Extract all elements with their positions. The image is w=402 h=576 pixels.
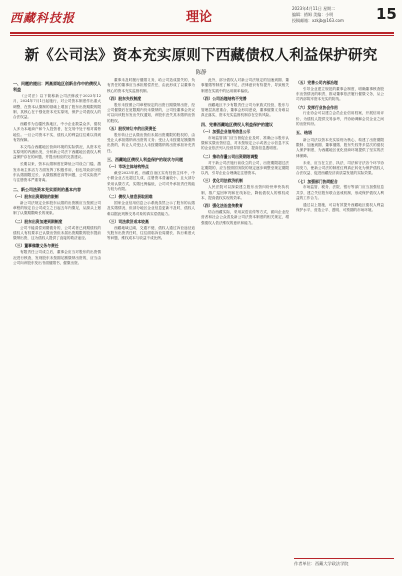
paragraph: 市场监管、税务、法院、银行等部门应当加强信息共享，建立失信股东联合惩戒机制，形成保护债权人利益的工作合力。 (296, 185, 384, 200)
section-heading: （四）股东失权制度 (107, 95, 142, 101)
section-heading: （四）公司治理结构不完善 (201, 95, 247, 101)
section-title: 理论 (186, 10, 213, 25)
paragraph: 新公司法以资本充实原则为核心，构建了出资期限限制、加速到期、董事催缴、股东失权等多层次的债权人保护制度，为西藏地区优化营商环境提供了坚实的法律保障。 (296, 137, 384, 158)
header-rule-thin (10, 35, 394, 36)
article-column-1 (13, 78, 101, 544)
section-heading: （五）完善公司内部治理 (296, 80, 338, 85)
page-header (0, 0, 402, 36)
section-heading: （三）司法救济成本较高 (107, 219, 149, 225)
issue-email: 投稿邮箱：xzkjb@163.com (292, 18, 344, 23)
paragraph: 《公司法》以下简称新公司法修改于2023年12月，2024年7月1日起施行，对公司资本制度作出重大调整，在资本认缴制的基础上增加了股东出资期限的限制，其核心在于强化资本充实原则，保护公司债权人的合法权益。 (13, 94, 101, 120)
paragraph: 股东转让已认缴出资但未届出资期限的股权的，由受让人承担缴纳该出资的义务；受让人未按期足额缴纳出资的，转让人对受让人未按期缴纳的出资承担补充责任。 (107, 132, 195, 153)
section-heading: （五）股权转让中的出资责任 (107, 125, 157, 131)
section-heading: 四、完善西藏地区债权人利益保护的建议 (201, 121, 273, 127)
paragraph: 西藏地域辽阔，交通不便，债权人通过诉讼途径追究股东出资责任时，往往面临诉讼周期长、执行难度大等问题，维权成本与收益不成比例。 (107, 225, 195, 241)
section-heading: （六）发挥行业协会作用 (296, 104, 338, 110)
paragraph: 西藏地区不少有限责任公司为家族式经营，股东与管理层高度重合，董事会形同虚设，董事催缴义务难以真正落实，资本充实监督机制存在空转风险。 (201, 102, 289, 118)
newspaper-logo: 西藏科技报 (10, 11, 76, 25)
section-heading: 三、西藏地区债权人利益保护的现状与问题 (107, 156, 183, 162)
paragraph: 本文结合西藏地区营商环境的实际情况，从资本充实原则的内涵出发，分析新公司法下西藏地区债权人利益保护存在的问题，并提出相应的完善建议。 (13, 144, 101, 160)
article-byline: 陈静 (195, 70, 207, 76)
article-column-3 (201, 78, 289, 544)
section-heading: （二）债权人信息获取困难 (107, 194, 153, 200)
paragraph: 未来，应当在立法、执法、司法和守法各个环节协同发力，使新公司法的制度红利真正转化为保护债权人合法权益、促进西藏经济高质量发展的实际效果。 (296, 160, 384, 176)
paragraph: 有限责任公司成立后，董事会应当对股东的出资情况进行核查，发现股东未按期足额缴纳出资的，应当由公司向该股东发出书面催缴书，催缴出资。 (13, 250, 101, 265)
section-heading: （四）强化法治宣传教育 (201, 203, 243, 209)
page-number: 15 (376, 5, 397, 23)
paragraph: 人民法院可以探索建立股东出资纠纷快审快执机制，推广巡回审判和在线诉讼，降低债权人的维权成本，提高债权实现的效率。 (201, 185, 289, 200)
issue-meta (292, 6, 344, 24)
paragraph: 通过以上措施，可以有效提升西藏地区债权人利益保护水平，营造公平、透明、可预期的市场环境。 (296, 202, 384, 213)
paragraph: 西藏作为边疆民族地区，中小企业数量众多，债权人多为本地商户和个人投资者，在交易中处于相对弱势地位。一旦公司资本不实，债权人的利益往往难以得到有效保障。 (13, 122, 101, 142)
header-rule (10, 32, 394, 34)
section-heading: （一）市场主体结构特点 (107, 164, 149, 170)
section-heading: （二）股东出资加速到期制度 (13, 218, 63, 224)
author-note: 作者单位：西藏大学政法学院 (294, 558, 394, 571)
paragraph: 结合西藏实际，采用双语宣传等方式，面向企业经营者和社会公众普及新公司法资本制度的相关规定，增强债权人依法维权的意识和能力。 (201, 209, 289, 225)
article-column-4 (296, 78, 384, 544)
section-heading: 二、新公司法资本充实原则的基本内容 (13, 186, 81, 192)
paragraph: 市场监管部门应当督促企业及时、准确公示股东认缴和实缴出资信息，对未按规定公示或者公示信息不实的企业依法列入经营异常名录，提高信息透明度。 (201, 135, 289, 151)
section-heading: （七）加强部门协同配合 (296, 178, 338, 184)
paragraph: 此外，部分债权人对新公司法规定的加速到期、董事催缴等制度了解不足，法律意识有待提升，导致相关制度在实践中的运用频率偏低。 (201, 78, 289, 93)
article-column-2 (107, 78, 195, 544)
paragraph: 行业协会可以建立会员企业信用档案，开展信用评价，为债权人提供交易参考，并协助调解会员企业之间的出资纠纷。 (296, 111, 384, 127)
section-heading: 五、结语 (296, 130, 312, 136)
paragraph: 对于新公司法施行前设立的公司，出资期限超过法定期限的，应当按照国务院的规定逐步调整至规定期限以内，引导企业合理确定注册资本。 (201, 160, 289, 176)
paragraph: 新公司法规定全体股东认缴的出资额应当按照公司章程的规定自公司成立之日起五年内缴足，从源头上遏制了认缴期限畸长的现象。 (13, 200, 101, 216)
paragraph: 董事未及时履行催缴义务，给公司造成损失的，负有责任的董事应当承担赔偿责任，由此形成了以董事为核心的资本充实监督机制。 (107, 78, 195, 93)
section-heading: （三）董事催缴义务与责任 (13, 243, 59, 249)
paragraph: 国家企业信用信息公示系统虽然公示了股东的认缴及实缴情况，但部分地区企业信息更新不及时，债权人难以据此判断交易对象的真实偿债能力。 (107, 201, 195, 216)
section-heading: （一）加强企业信用信息公示 (201, 129, 251, 135)
paragraph: 公司不能清偿到期债务的，公司或者已到期债权的债权人有权要求已认缴出资但未届出资期限的股东提前缴纳出资，这为债权人提供了直接的救济途径。 (13, 225, 101, 241)
article-headline: 新《公司法》资本充实原则下西藏债权人利益保护研究 (24, 47, 378, 64)
issue-editor: 编辑：措姆 美编：小明 (292, 12, 334, 17)
section-heading: （二）推动存量公司出资期限调整 (201, 153, 258, 159)
paragraph: 截至2023年底，西藏自治区实有经营主体中，中小微企业占比超过九成，注册资本普遍较小，且大部分采用认缴方式，实缴比例偏低，公司对外承担责任的能力较为有限。 (107, 171, 195, 192)
paragraph: 引导企业建立规范的董事会制度，明确董事核查股东出资情况的职责，推动董事依法履行催缴义务，从公司内部筑牢资本充实的防线。 (296, 86, 384, 102)
section-heading: （三）优化司法救济机制 (201, 178, 243, 184)
paragraph: 长期以来，资本认缴制度在降低公司设立门槛、激发市场主体活力方面发挥了积极作用，但也导致部分股东认缴期限过长、认缴数额虚高等问题，公司实际资产与注册资本严重背离。 (13, 162, 101, 183)
section-heading: 一、问题的提出：两高原地区创新合作中的债权人利益 (13, 81, 101, 92)
issue-date: 2023年4月11日 星期二 (292, 6, 336, 11)
section-heading: （一）股东出资期限的限制 (13, 194, 59, 200)
paragraph: 股东未按照公司章程规定的出资日期缴纳出资，经公司催缴后在宽限期内仍未缴纳的，公司经董事会决议可以向该股东发出失权通知，该股东丧失其未缴纳出资的股权。 (107, 102, 195, 123)
